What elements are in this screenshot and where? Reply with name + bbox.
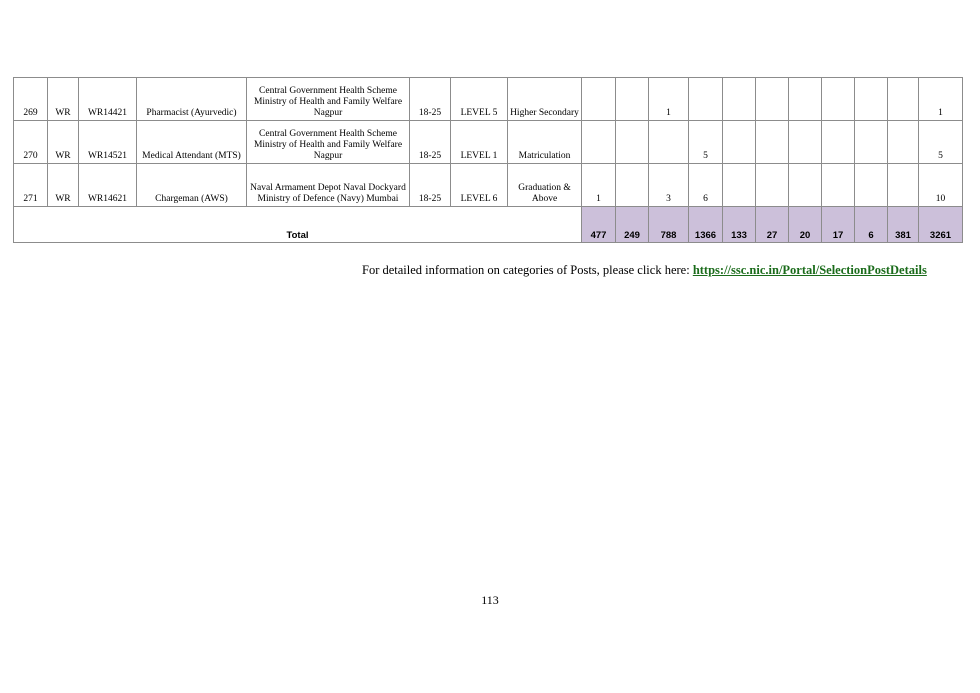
total-cell: 381 [888,207,919,243]
total-cell: 788 [649,207,689,243]
table-row [14,121,963,164]
cell-level: LEVEL 6 [451,164,508,207]
cell-count [616,121,649,164]
cell-post: Medical Attendant (MTS) [137,121,247,164]
cell-age: 18-25 [410,78,451,121]
cell-qualification: Higher Secondary [508,78,582,121]
page-number: 113 [481,593,499,607]
cell-age: 18-25 [410,121,451,164]
info-line [362,263,962,278]
cell-post: Pharmacist (Ayurvedic) [137,78,247,121]
cell-count [855,164,888,207]
total-cell: 17 [822,207,855,243]
cell-count [616,78,649,121]
total-cell: 1366 [689,207,723,243]
cell-region: WR [48,121,79,164]
posts-table [13,77,963,243]
cell-count [789,121,822,164]
total-cell: 3261 [919,207,963,243]
cell-post: Chargeman (AWS) [137,164,247,207]
cell-count [756,164,789,207]
cell-count: 1 [919,78,963,121]
cell-count [822,121,855,164]
total-cell: 6 [855,207,888,243]
cell-department: Naval Armament Depot Naval Dockyard Ministry of Defence (Navy) Mumbai [247,164,410,207]
cell-count [888,164,919,207]
cell-sno: 271 [14,164,48,207]
total-cell: 27 [756,207,789,243]
cell-level: LEVEL 5 [451,78,508,121]
table-row [14,78,963,121]
cell-region: WR [48,164,79,207]
cell-qualification: Matriculation [508,121,582,164]
cell-count: 5 [919,121,963,164]
cell-department: Central Government Health Scheme Ministry of Health and Family Welfare Nagpur [247,78,410,121]
cell-count [888,78,919,121]
cell-count: 3 [649,164,689,207]
cell-count [616,164,649,207]
table-row [14,164,963,207]
cell-count [888,121,919,164]
cell-count [689,78,723,121]
cell-count [723,78,756,121]
cell-count [855,78,888,121]
cell-code: WR14621 [79,164,137,207]
cell-count [822,78,855,121]
table-body [14,78,963,243]
cell-count [756,121,789,164]
cell-sno: 269 [14,78,48,121]
cell-count: 6 [689,164,723,207]
cell-count [789,164,822,207]
cell-count: 1 [582,164,616,207]
cell-count [756,78,789,121]
cell-age: 18-25 [410,164,451,207]
cell-qualification: Graduation & Above [508,164,582,207]
total-cell: 249 [616,207,649,243]
cell-count [582,78,616,121]
info-text: For detailed information on categories of Posts, please click here: [362,263,693,277]
cell-code: WR14421 [79,78,137,121]
cell-count: 1 [649,78,689,121]
cell-count [789,78,822,121]
cell-count [822,164,855,207]
cell-department: Central Government Health Scheme Ministry of Health and Family Welfare Nagpur [247,121,410,164]
cell-count [582,121,616,164]
cell-code: WR14521 [79,121,137,164]
total-cell: 20 [789,207,822,243]
cell-count: 10 [919,164,963,207]
total-cell: 477 [582,207,616,243]
cell-count: 5 [689,121,723,164]
cell-region: WR [48,78,79,121]
cell-sno: 270 [14,121,48,164]
cell-count [723,164,756,207]
total-cell: 133 [723,207,756,243]
total-label: Total [14,207,582,243]
total-row [14,207,963,243]
cell-count [649,121,689,164]
cell-level: LEVEL 1 [451,121,508,164]
selection-post-details-link[interactable]: https://ssc.nic.in/Portal/SelectionPostDetails [692,263,927,277]
cell-count [723,121,756,164]
cell-count [855,121,888,164]
